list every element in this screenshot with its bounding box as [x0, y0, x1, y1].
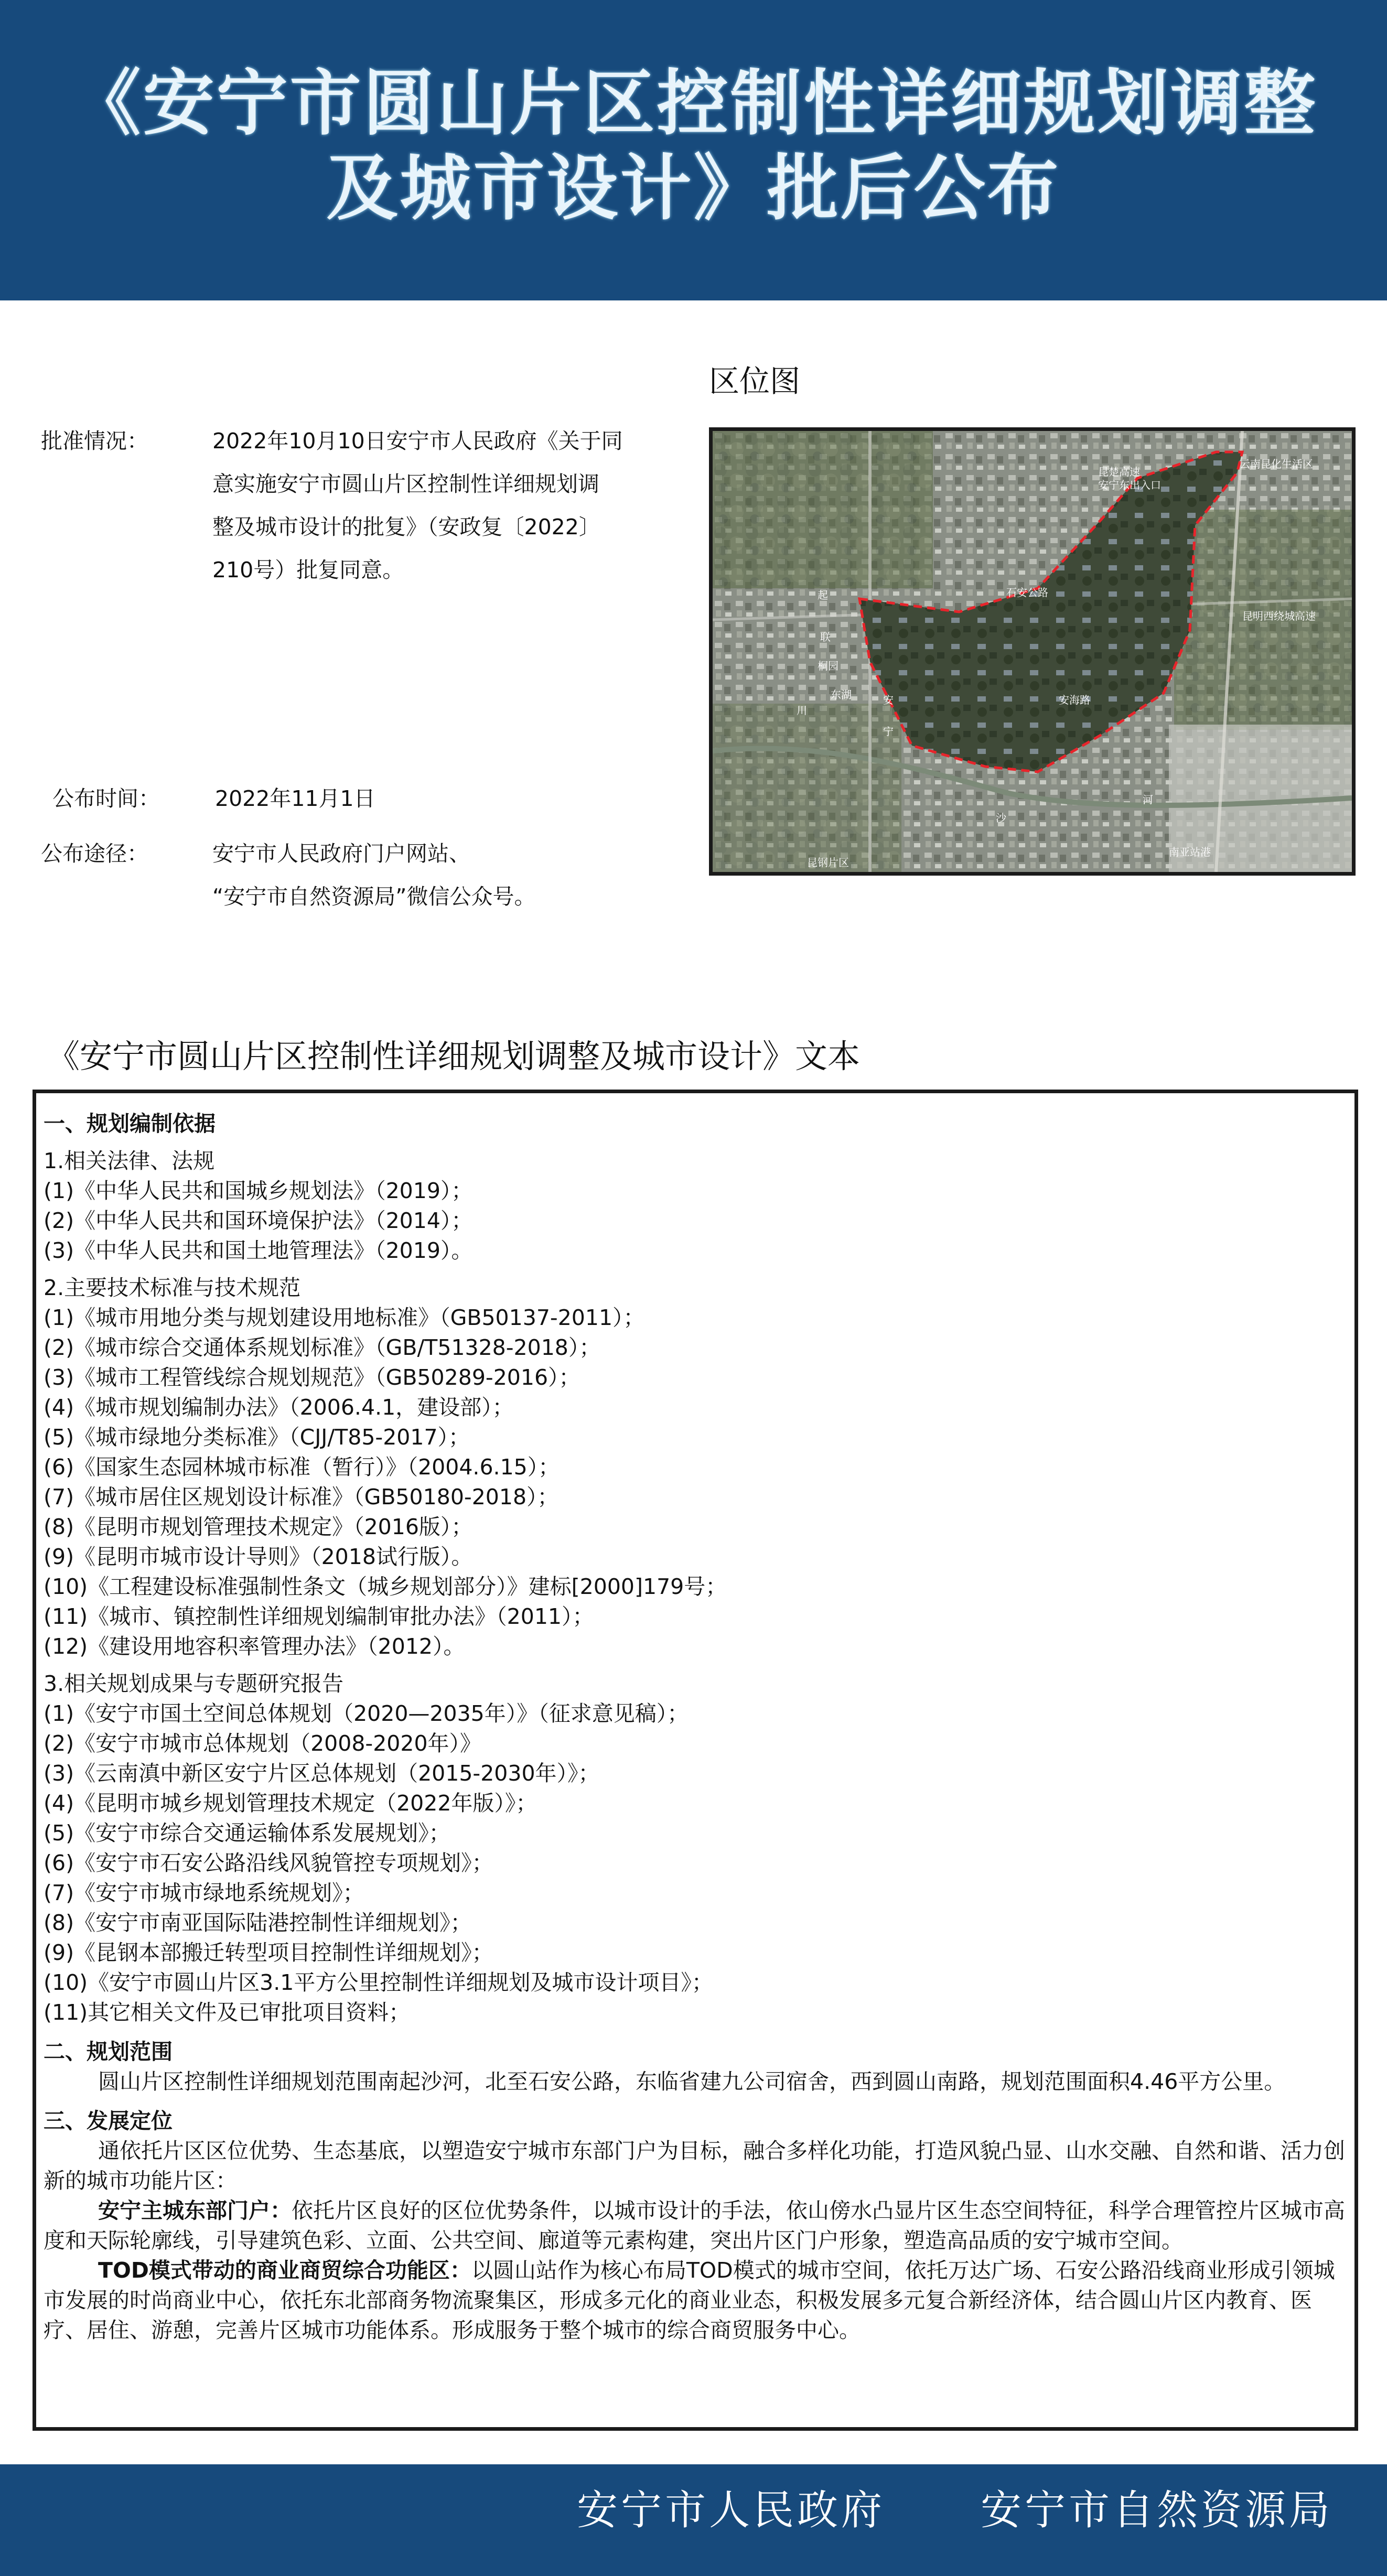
- list-item: (3)《云南滇中新区安宁片区总体规划（2015-2030年）》；: [44, 1761, 600, 1786]
- list-item: (1)《城市用地分类与规划建设用地标准》（GB50137-2011）；: [44, 1305, 645, 1330]
- list-item: (3)《中华人民共和国土地管理法》（2019）。: [44, 1238, 473, 1263]
- list-item: (5)《安宁市综合交通运输体系发展规划》；: [44, 1820, 450, 1846]
- list-item: (6)《国家生态园林城市标准（暂行）》（2004.6.15）；: [44, 1454, 560, 1480]
- map-label-lake: 东湖: [831, 688, 852, 701]
- section-2-text: 圆山片区控制性详细规划范围南起沙河，北至石安公路，东临省建九公司宿舍，西到圆山南路，规划范围面积4.46平方公里。: [98, 2069, 1286, 2094]
- list-item: (2)《中华人民共和国环境保护法》（2014）；: [44, 1208, 473, 1233]
- document-text-box: [33, 1090, 1358, 2431]
- list-item: (1)《中华人民共和国城乡规划法》（2019）；: [44, 1178, 473, 1203]
- subsection-2-title: 2.主要技术标准与技术规范: [44, 1275, 301, 1300]
- list-item: (11)《城市、镇控制性详细规划编制审批办法》（2011）；: [44, 1604, 594, 1629]
- document-title: 《安宁市圆山片区控制性详细规划调整及城市设计》文本: [47, 1037, 861, 1075]
- map-label-west-2: 联: [820, 631, 831, 643]
- footer-org-government: 安宁市人民政府: [577, 2487, 886, 2534]
- map-label-northeast: 云南昆化生活区: [1240, 458, 1313, 470]
- map-label-river-1: 沙: [996, 812, 1006, 824]
- subsection-1-title: 1.相关法律、法规: [44, 1148, 215, 1173]
- paragraph-2-text: 以圆山站作为核心布局TOD模式的城市空间，依托万达广场、石安公路沿线商业形成引领城市发展的时尚商业中心，依托东北部商务物流聚集区，形成多元化的商业业态，积极发展多元复合新经济体，结合圆山片区内教育、医疗、居住、游憩，完善片区城市功能体系。形成服务于整个城市的综合商贸服务中心。: [44, 2258, 1335, 2343]
- list-item: (8)《安宁市南亚国际陆港控制性详细规划》；: [44, 1910, 472, 1935]
- approval-line-1: 2022年10月10日安宁市人民政府《关于同: [212, 428, 623, 454]
- subsection-3-title: 3.相关规划成果与专题研究报告: [44, 1671, 344, 1696]
- list-item: (5)《城市绿地分类标准》（CJJ/T85-2017）；: [44, 1425, 470, 1450]
- publish-date-label: 公布时间：: [52, 786, 160, 811]
- map-label-southwest: 昆钢片区: [807, 856, 849, 869]
- map-label-east-highway: 昆明西绕城高速: [1242, 610, 1316, 622]
- section-1-title: 一、规划编制依据: [44, 1111, 216, 1136]
- approval-line-3: 整及城市设计的批复》（安政复〔2022〕: [212, 514, 600, 540]
- location-map: [709, 427, 1356, 876]
- section-3-paragraph-1: [44, 2196, 1347, 2256]
- paragraph-2-heading: TOD模式带动的商业商贸综合功能区：: [98, 2258, 471, 2283]
- publish-date-value: 2022年11月1日: [215, 786, 375, 811]
- section-2-title: 二、规划范围: [44, 2039, 173, 2064]
- map-label-park: 桐园: [818, 660, 838, 672]
- page-title-line2: 及城市设计》批后公布: [326, 147, 1061, 230]
- section-3-title: 三、发展定位: [44, 2108, 173, 2133]
- publish-channel-line-1: 安宁市人民政府门户网站、: [212, 841, 470, 866]
- list-item: (4)《昆明市城乡规划管理技术规定（2022年版）》；: [44, 1791, 537, 1816]
- list-item: (6)《安宁市石安公路沿线风貌管控专项规划》；: [44, 1850, 493, 1876]
- list-item: (10)《工程建设标准强制性条文（城乡规划部分）》建标[2000]179号；: [44, 1574, 727, 1599]
- list-item: (9)《昆明市城市设计导则》（2018试行版）。: [44, 1544, 473, 1569]
- list-item: (3)《城市工程管线综合规划规范》（GB50289-2016）；: [44, 1365, 580, 1390]
- list-item: (2)《安宁市城市总体规划（2008-2020年）》: [44, 1731, 482, 1756]
- map-label-road2: 安海路: [1059, 694, 1090, 706]
- map-label-highway: 昆楚高速安宁东出入口: [1098, 466, 1161, 491]
- footer-org-resources-bureau: 安宁市自然资源局: [981, 2487, 1334, 2534]
- list-item: (2)《城市综合交通体系规划标准》（GB/T51328-2018）；: [44, 1335, 601, 1360]
- list-item: (7)《安宁市城市绿地系统规划》；: [44, 1880, 364, 1905]
- page-title-line1: 《安宁市圆山片区控制性详细规划调整: [69, 62, 1318, 145]
- paragraph-1-text: 依托片区良好的区位优势条件，以城市设计的手法，依山傍水凸显片区生态空间特征，科学合理管控片区城市高度和天际轮廓线，引导建筑色彩、立面、公共空间、廊道等元素构建，突出片区门户形象，塑造高品质的安宁城市空间。: [44, 2198, 1345, 2253]
- publish-channel-label: 公布途径：: [41, 841, 148, 866]
- map-caption: 区位图: [709, 363, 801, 399]
- paragraph-1-heading: 安宁主城东部门户：: [98, 2198, 292, 2223]
- approval-label: 批准情况：: [41, 428, 148, 454]
- list-item: (12)《建设用地容积率管理办法》（2012）。: [44, 1634, 465, 1659]
- list-item: (10)《安宁市圆山片区3.1平方公里控制性详细规划及城市设计项目》；: [44, 1970, 713, 1995]
- map-label-west-3: 川: [797, 704, 807, 717]
- list-item: (7)《城市居住区规划设计标准》（GB50180-2018）；: [44, 1484, 559, 1510]
- map-label-river-b: 宁: [883, 725, 894, 738]
- map-label-west-1: 起: [818, 589, 828, 601]
- section-3-intro: 通依托片区区位优势、生态基底，以塑造安宁城市东部门户为目标，融合多样化功能，打造风貌凸显、山水交融、自然和谐、活力创新的城市功能片区：: [44, 2138, 1345, 2193]
- list-item: (4)《城市规划编制办法》（2006.4.1，建设部）；: [44, 1395, 514, 1420]
- section-3-paragraph-2: [44, 2256, 1347, 2345]
- map-label-river-2: 河: [1143, 793, 1153, 806]
- approval-line-2: 意实施安宁市圆山片区控制性详细规划调: [212, 471, 599, 497]
- map-label-river-a: 安: [883, 694, 894, 706]
- list-item: (11)其它相关文件及已审批项目资料；: [44, 2000, 411, 2025]
- list-item: (9)《昆钢本部搬迁转型项目控制性详细规划》；: [44, 1940, 493, 1965]
- map-label-southeast: 南亚站港: [1169, 846, 1211, 858]
- list-item: (1)《安宁市国土空间总体规划（2020—2035年）》（征求意见稿）；: [44, 1701, 689, 1726]
- map-label-road: 石安公路: [1006, 586, 1048, 599]
- satellite-map-image: [713, 431, 1352, 872]
- approval-line-4: 210号）批复同意。: [212, 557, 404, 583]
- publish-channel-line-2: “安宁市自然资源局”微信公众号。: [212, 884, 536, 909]
- list-item: (8)《昆明市规划管理技术规定》（2016版）；: [44, 1514, 473, 1539]
